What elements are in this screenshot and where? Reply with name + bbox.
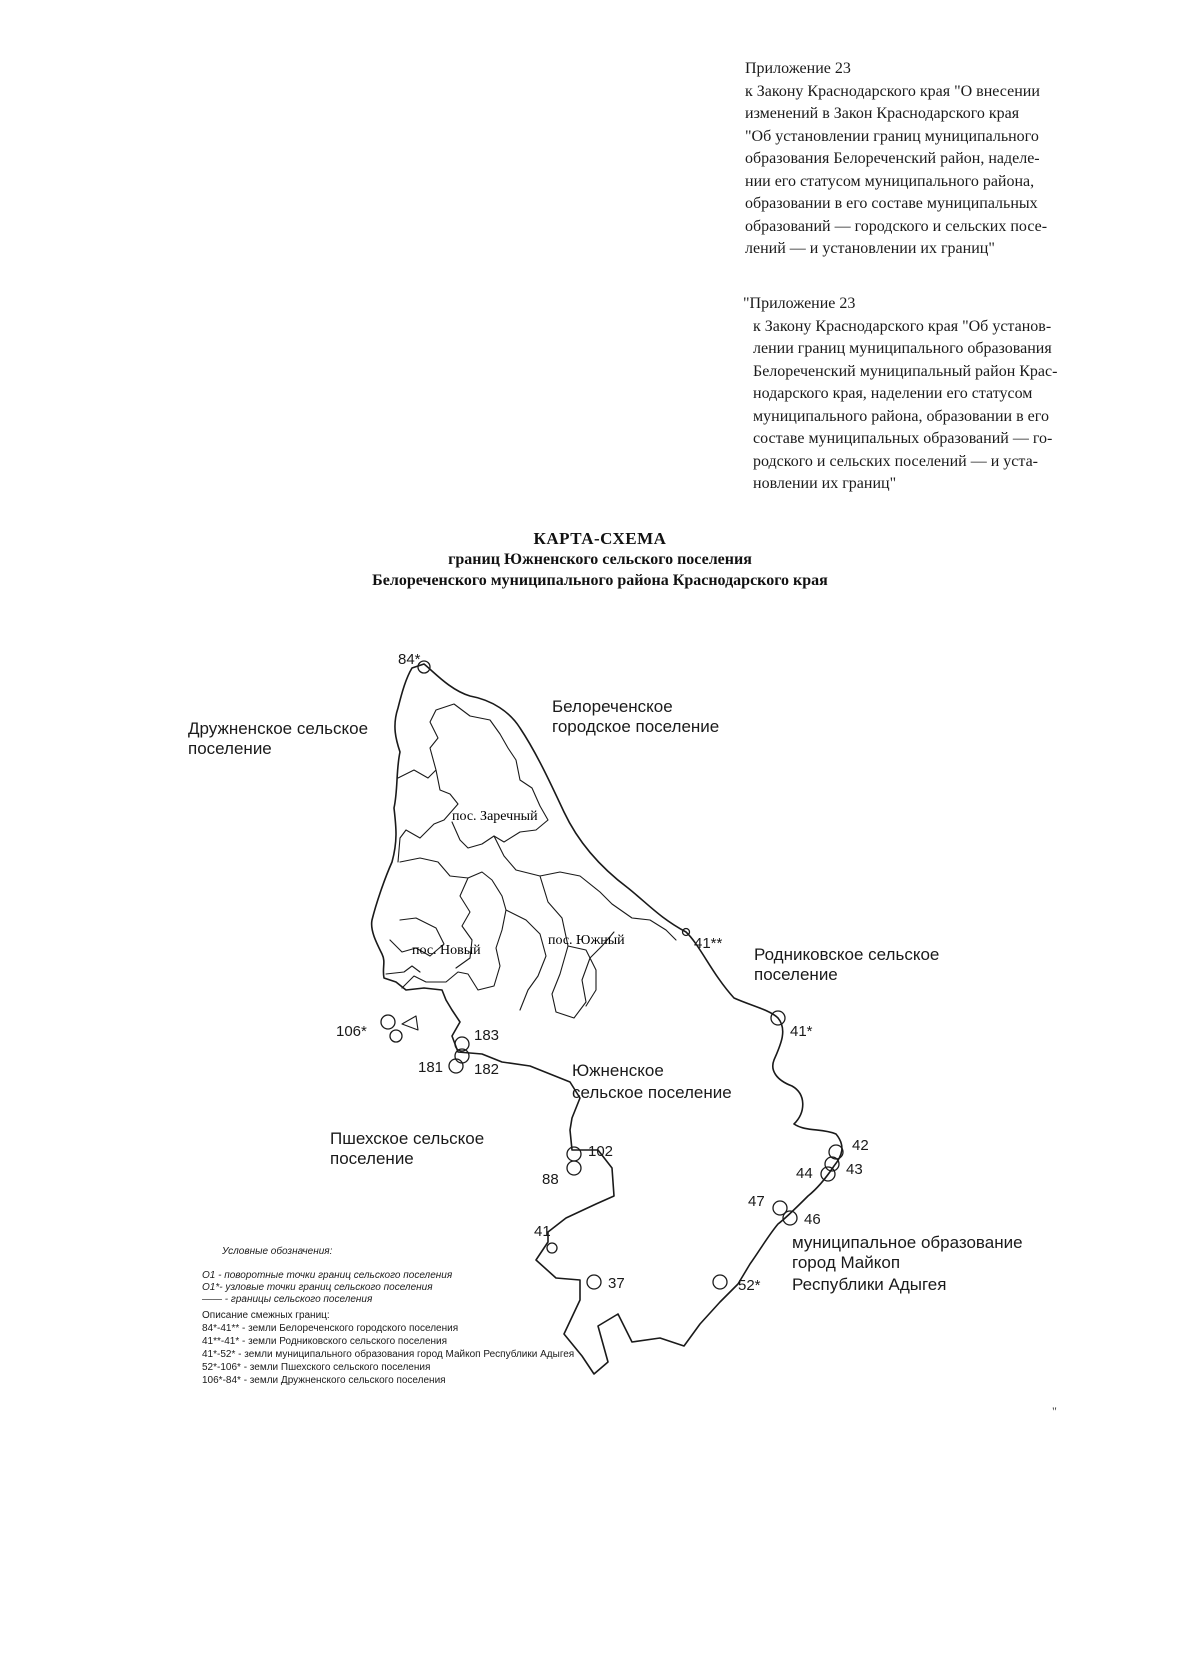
- point-label-102: 102: [588, 1143, 614, 1160]
- label-pshekhskoe-line1: Пшехское сельское: [330, 1129, 485, 1148]
- point-label-41s: 41*: [790, 1023, 813, 1040]
- inner-boundary-yuzhny: [494, 836, 676, 1018]
- map-legend: [201, 1245, 574, 1386]
- label-druzhnenskoe-line1: Дружненское сельское: [188, 719, 369, 738]
- label-settlement-zarechny: пос. Заречный: [452, 809, 538, 824]
- point-label-182: 182: [474, 1061, 500, 1078]
- point-label-84s: 84*: [398, 651, 421, 668]
- appendix-line: к Закону Краснодарского края "О внесении: [745, 82, 1040, 100]
- legend-adjacent-item: 106*-84* - земли Дружненского сельского поселения: [202, 1375, 446, 1386]
- boundary-point-marker: [567, 1147, 581, 1161]
- boundary-spur: [402, 1016, 418, 1030]
- point-label-37: 37: [608, 1275, 625, 1292]
- point-label-41ss: 41**: [694, 935, 723, 952]
- point-label-181: 181: [418, 1059, 444, 1076]
- label-settlement-novy: пос. Новый: [412, 943, 481, 958]
- boundary-point-marker: [713, 1275, 727, 1289]
- point-label-41: 41: [534, 1223, 551, 1240]
- boundary-point-marker: [547, 1243, 557, 1253]
- point-label-43: 43: [846, 1161, 863, 1178]
- map-subtitle-district: Белореченского муниципального района Краснодарского края: [372, 572, 828, 589]
- appendix-line: муниципального района, образовании в его: [753, 407, 1049, 425]
- label-maykop-line1: муниципальное образование: [792, 1233, 1023, 1252]
- label-rodnikovskoe-line2: поселение: [754, 965, 838, 984]
- legend-item: —— - границы сельского поселения: [202, 1294, 373, 1305]
- map-title: КАРТА-СХЕМА: [533, 529, 667, 548]
- appendix-line: родского и сельских поселений — и уста-: [753, 452, 1038, 470]
- label-druzhnenskoe-line2: поселение: [188, 739, 272, 758]
- appendix-line: "Приложение 23: [743, 295, 856, 312]
- appendix-line: "Об установлении границ муниципального: [745, 127, 1039, 145]
- point-label-44: 44: [796, 1165, 813, 1182]
- label-yuzhnenskoe-line1: Южненское: [572, 1061, 664, 1080]
- legend-adjacent-item: 84*-41** - земли Белореченского городского поселения: [202, 1323, 459, 1334]
- point-label-106s: 106*: [336, 1023, 367, 1040]
- point-label-183: 183: [474, 1027, 500, 1044]
- appendix-line: изменений в Закон Краснодарского края: [745, 105, 1020, 122]
- boundary-point-marker: [381, 1015, 395, 1029]
- closing-quote-mark: ": [1052, 1404, 1057, 1418]
- legend-adjacent-item: 41*-52* - земли муниципального образования город Майкоп Республики Адыгея: [202, 1349, 575, 1360]
- point-label-52s: 52*: [738, 1277, 761, 1294]
- label-maykop-line2: город Майкоп: [792, 1253, 901, 1272]
- appendix-line: лении границ муниципального образования: [753, 340, 1052, 357]
- legend-item: О1 - поворотные точки границ сельского поселения: [202, 1270, 453, 1281]
- point-label-42: 42: [852, 1137, 869, 1154]
- point-label-47: 47: [748, 1193, 765, 1210]
- label-belorechenskoe-line2: городское поселение: [552, 717, 720, 736]
- legend-title: Условные обозначения:: [222, 1246, 333, 1257]
- label-rodnikovskoe-line1: Родниковское сельское: [754, 945, 940, 964]
- inner-boundary-zarechny: [398, 704, 548, 862]
- boundary-point-marker: [449, 1059, 463, 1073]
- appendix-line: образований — городского и сельских посе-: [745, 217, 1048, 235]
- appendix-line: нии его статусом муниципального района,: [745, 172, 1035, 190]
- label-yuzhnenskoe-line2: сельское поселение: [572, 1083, 732, 1102]
- map-subtitle: границ Южненского сельского поселения: [448, 551, 752, 568]
- boundary-point-marker: [587, 1275, 601, 1289]
- inner-boundary-novy: [386, 858, 506, 990]
- appendix-line: образовании в его составе муниципальных: [745, 195, 1038, 212]
- boundary-point-marker: [390, 1030, 402, 1042]
- boundary-point-marker: [567, 1161, 581, 1175]
- appendix-line: к Закону Краснодарского края "Об установ-: [753, 317, 1052, 335]
- appendix-line: Белореченский муниципальный район Крас-: [753, 362, 1058, 380]
- appendix-line: новлении их границ": [753, 475, 897, 492]
- label-maykop-line3: Республики Адыгея: [792, 1275, 947, 1294]
- appendix-line: составе муниципальных образований — го-: [753, 430, 1053, 447]
- point-label-88: 88: [542, 1171, 559, 1188]
- legend-adjacent-item: 41**-41* - земли Родниковского сельского поселения: [202, 1336, 448, 1347]
- appendix-line: образования Белореченский район, наделе-: [745, 150, 1040, 167]
- appendix-line: Приложение 23: [745, 60, 851, 77]
- point-label-46: 46: [804, 1211, 821, 1228]
- label-belorechenskoe-line1: Белореченское: [552, 697, 673, 716]
- legend-adjacent-item: 52*-106* - земли Пшехского сельского поселения: [202, 1362, 431, 1373]
- legend-adjacent-title: Описание смежных границ:: [202, 1310, 330, 1321]
- appendix-line: нодарского края, наделении его статусом: [753, 385, 1033, 402]
- label-settlement-yuzhny: пос. Южный: [548, 933, 625, 948]
- appendix-line: лений — и установлении их границ": [745, 240, 995, 257]
- label-pshekhskoe-line2: поселение: [330, 1149, 414, 1168]
- legend-item: О1*- узловые точки границ сельского поселения: [202, 1282, 433, 1293]
